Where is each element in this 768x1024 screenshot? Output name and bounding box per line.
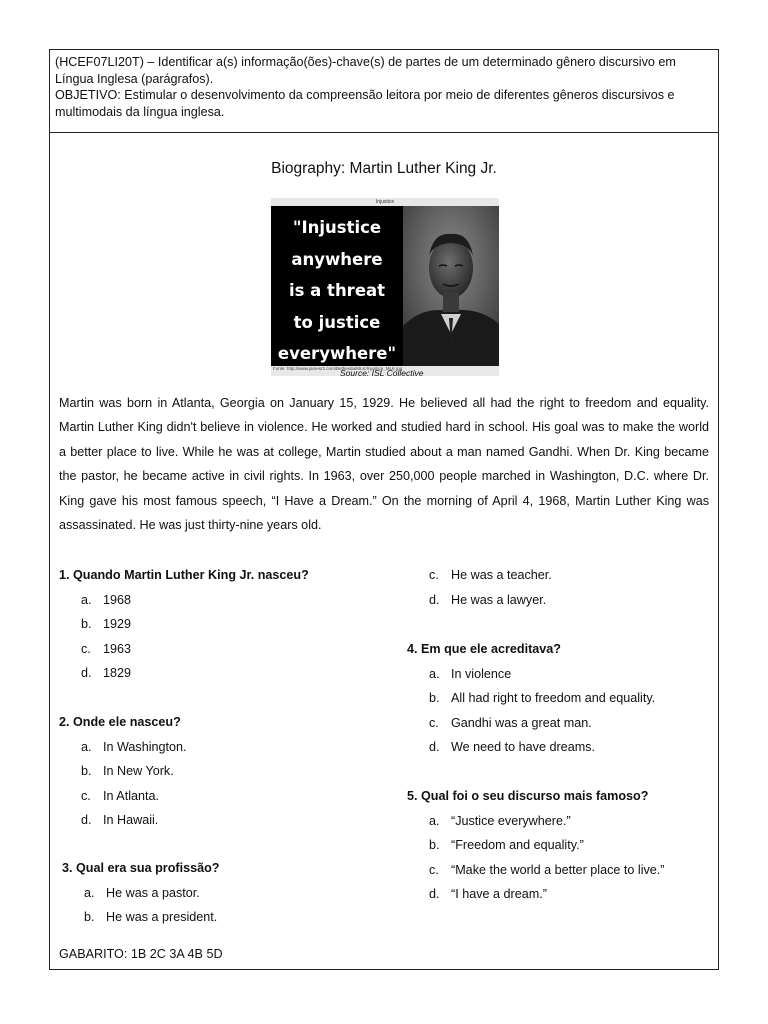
option-text: 1968	[103, 592, 132, 607]
question-title: 2. Onde ele nasceu?	[59, 715, 181, 729]
answer-option[interactable]	[407, 563, 552, 588]
question-title: 4. Em que ele acreditava?	[407, 642, 561, 656]
option-text: He was a teacher.	[451, 568, 552, 582]
option-text: All had right to freedom and equality.	[451, 691, 656, 705]
image-credit: Fonte: http://www.jamesr2.com/Bethesda/MLK/Injustice_MLK.jpg	[271, 366, 499, 376]
option-letter: d.	[429, 887, 440, 901]
question-title: 5. Qual foi o seu discurso mais famoso?	[407, 789, 649, 803]
quote-line: is a threat	[288, 281, 386, 300]
image-source: Source: ISL Collective	[340, 368, 424, 378]
option-letter: a.	[84, 885, 95, 900]
question-3-continued	[407, 563, 552, 612]
option-letter: d.	[429, 592, 440, 607]
option-text: He was a pastor.	[106, 885, 200, 900]
option-letter: c.	[81, 641, 91, 656]
option-text: In New York.	[103, 764, 174, 778]
option-letter: a.	[429, 666, 440, 681]
answer-option[interactable]	[407, 833, 665, 858]
option-letter: d.	[81, 813, 92, 827]
option-letter: a.	[81, 592, 92, 607]
option-text: “Make the world a better place to live.”	[451, 862, 665, 877]
worksheet-header	[50, 50, 718, 133]
option-text: We need to have dreams.	[451, 740, 595, 754]
option-text: 1963	[103, 641, 132, 656]
option-text: 1929	[103, 617, 132, 631]
answer-option[interactable]	[407, 686, 655, 711]
option-letter: d.	[429, 740, 440, 754]
option-text: In Hawaii.	[103, 813, 159, 827]
answer-option[interactable]	[407, 588, 552, 613]
answer-option[interactable]	[59, 588, 309, 613]
answer-option[interactable]	[407, 662, 655, 687]
option-letter: c.	[81, 788, 91, 803]
option-text: “Justice everywhere.”	[451, 813, 571, 828]
answer-option[interactable]	[407, 858, 665, 883]
option-letter: c.	[429, 568, 439, 582]
option-text: “I have a dream.”	[451, 887, 547, 901]
option-text: Gandhi was a great man.	[451, 715, 592, 730]
option-letter: b.	[429, 691, 440, 705]
skill-code-text: (HCEF07LI20T) – Identificar a(s) informação(ões)-chave(s) de partes de um determinado gênero discursivo em Língua Inglesa (parágrafos).	[55, 55, 676, 86]
answer-option[interactable]	[59, 661, 309, 686]
question-5	[407, 784, 665, 907]
option-letter: c.	[429, 862, 439, 877]
question-2	[59, 710, 187, 833]
answer-option[interactable]	[62, 905, 219, 930]
option-text: He was a president.	[106, 910, 218, 924]
answer-option[interactable]	[59, 612, 309, 637]
quote-line: "Injustice	[292, 218, 382, 237]
answer-option[interactable]	[59, 637, 309, 662]
answer-option[interactable]	[62, 881, 219, 906]
question-4	[407, 637, 655, 760]
answer-option[interactable]	[407, 711, 655, 736]
option-text: In Washington.	[103, 739, 187, 754]
option-text: He was a lawyer.	[451, 592, 547, 607]
option-text: In Atlanta.	[103, 788, 160, 803]
option-text: In violence	[451, 666, 512, 681]
page-title: Biography: Martin Luther King Jr.	[271, 160, 497, 177]
answer-key: GABARITO: 1B 2C 3A 4B 5D	[59, 947, 223, 961]
image-panel	[271, 206, 499, 366]
portrait-photo	[403, 206, 499, 366]
option-letter: a.	[429, 813, 440, 828]
quote-line: everywhere"	[277, 344, 397, 363]
option-letter: b.	[84, 910, 95, 924]
answer-option[interactable]	[407, 882, 665, 907]
image-top-label: Injustice	[271, 198, 499, 206]
image-quote	[271, 212, 403, 366]
option-letter: b.	[81, 617, 92, 631]
option-text: “Freedom and equality.”	[451, 838, 584, 852]
quote-line: anywhere	[291, 249, 383, 269]
biography-text: Martin was born in Atlanta, Georgia on January 15, 1929. He believed all had the right to freedom and equality. Martin Luther King didn't believe in violence. He worked and studied hard in school. His goal was to make the world a better place to live. While he was at college, Martin studied about a man named Gandhi. When Dr. King became the pastor, he became active in civil rights. In 1963, over 250,000 people marched in Washington, D.C. where Dr. King gave his most famous speech, “I Have a Dream.” On the morning of April 4, 1968, Martin Luther King was assassinated. He was just thirty-nine years old.	[59, 396, 709, 533]
quote-line: to justice	[293, 312, 381, 332]
worksheet	[49, 49, 719, 970]
option-letter: c.	[429, 715, 439, 730]
answer-option[interactable]	[407, 735, 655, 760]
answer-option[interactable]	[59, 808, 187, 833]
option-letter: d.	[81, 666, 92, 680]
option-text: 1829	[103, 666, 132, 680]
objective-text: OBJETIVO: Estimular o desenvolvimento da compreensão leitora por meio de diferentes gêneros discursivos e multimodais da língua inglesa.	[55, 88, 675, 119]
quote-image	[271, 198, 499, 376]
question-title: 3. Qual era sua profissão?	[62, 861, 220, 875]
option-letter: b.	[429, 838, 440, 852]
question-3	[62, 856, 219, 930]
answer-option[interactable]	[59, 759, 187, 784]
answer-option[interactable]	[59, 735, 187, 760]
question-title: 1. Quando Martin Luther King Jr. nasceu?	[59, 568, 309, 582]
answer-option[interactable]	[59, 784, 187, 809]
biography-paragraph	[59, 391, 709, 537]
option-letter: a.	[81, 739, 92, 754]
question-1	[59, 563, 309, 686]
option-letter: b.	[81, 764, 92, 778]
answer-option[interactable]	[407, 809, 665, 834]
